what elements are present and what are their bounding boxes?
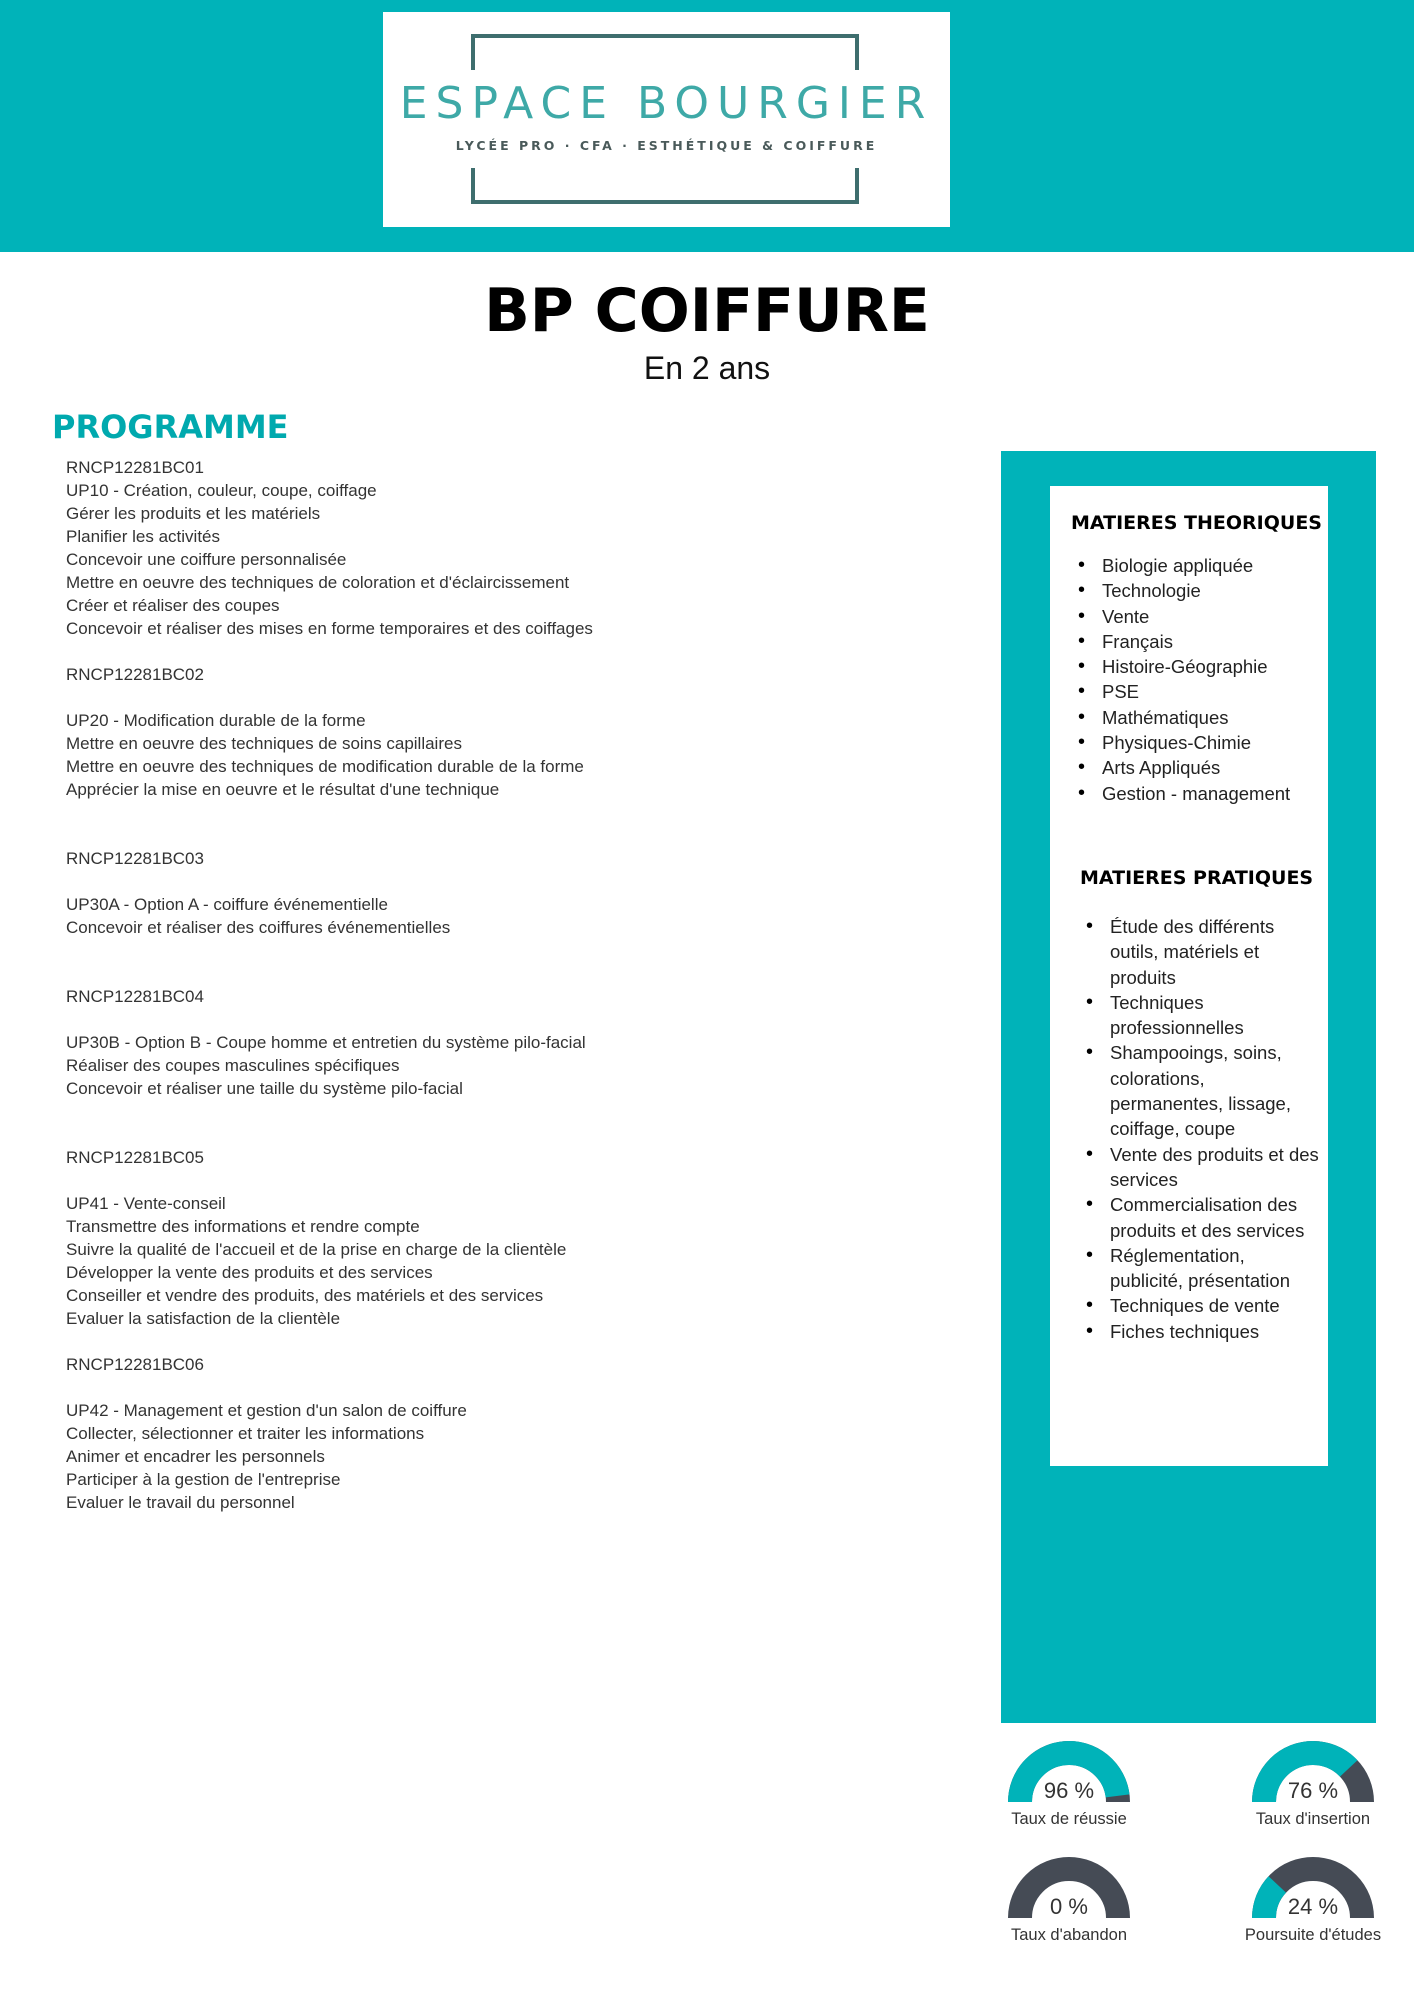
programme-line [66,1123,926,1146]
programme-line: Gérer les produits et les matériels [66,504,321,523]
programme-line: RNCP12281BC02 [66,665,204,684]
programme-line [66,870,926,893]
practical-item: • Techniques de vente [1084,1293,1320,1318]
practical-heading: MATIERES PRATIQUES [1080,867,1314,889]
practical-item: • Vente des produits et des services [1084,1142,1320,1193]
programme-line: UP41 - Vente-conseil [66,1194,226,1213]
programme-line: UP30A - Option A - coiffure événementielle [66,895,388,914]
programme-line [66,640,926,663]
programme-line: UP42 - Management et gestion d'un salon de coiffure [66,1401,467,1420]
programme-line: RNCP12281BC06 [66,1355,204,1374]
logo [383,12,950,227]
practical-item: • Commercialisation des produits et des services [1084,1192,1320,1243]
programme-line: Concevoir et réaliser des coiffures événementielles [66,918,451,937]
stat-dropout-rate [979,1856,1159,1944]
stat-label: Taux d'abandon [1011,1926,1127,1944]
page-title: BP COIFFURE [484,276,930,346]
logo-subtitle: LYCÉE PRO · CFA · ESTHÉTIQUE & COIFFURE [455,138,878,153]
programme-line: Transmettre des informations et rendre compte [66,1217,420,1236]
programme-line: Concevoir et réaliser une taille du système pilo-facial [66,1079,463,1098]
stat-value: 96 % [1043,1778,1095,1803]
programme-line: Apprécier la mise en oeuvre et le résultat d'une technique [66,780,500,799]
theoretical-item: • Mathématiques [1076,705,1316,730]
practical-item: • Réglementation, publicité, présentation [1084,1243,1320,1294]
programme-line: Evaluer le travail du personnel [66,1493,295,1512]
practical-item: • Étude des différents outils, matériels et produits [1084,914,1320,990]
stat-further-studies [1223,1856,1403,1944]
programme-line: Animer et encadrer les personnels [66,1447,325,1466]
programme-line: UP10 - Création, couleur, coupe, coiffage [66,481,377,500]
theoretical-item: • Vente [1076,604,1316,629]
programme-line: RNCP12281BC05 [66,1148,204,1167]
programme-line: Créer et réaliser des coupes [66,596,280,615]
programme-line [66,962,926,985]
theoretical-item: • Physiques-Chimie [1076,730,1316,755]
stat-value: 24 % [1287,1894,1339,1919]
theoretical-item: • Histoire-Géographie [1076,654,1316,679]
stat-value: 0 % [1050,1894,1088,1919]
stat-success-rate [979,1740,1159,1828]
programme-line: Collecter, sélectionner et traiter les informations [66,1424,425,1443]
practical-item: • Shampooings, soins, colorations, permanentes, lissage, coiffage, coupe [1084,1040,1320,1141]
logo-title: ESPACE BOURGIER [399,78,934,129]
programme-line [66,1008,926,1031]
theoretical-item: • PSE [1076,679,1316,704]
programme-line: Mettre en oeuvre des techniques de modification durable de la forme [66,757,584,776]
programme-list [66,456,926,1514]
programme-line [66,686,926,709]
theoretical-item: • Biologie appliquée [1076,553,1316,578]
programme-line: RNCP12281BC01 [66,458,204,477]
logo-frame-top [471,34,859,70]
programme-line: RNCP12281BC03 [66,849,204,868]
stat-label: Poursuite d'études [1244,1926,1382,1944]
theoretical-heading: MATIERES THEORIQUES [1071,512,1322,534]
programme-line: Participer à la gestion de l'entreprise [66,1470,341,1489]
stat-insertion-rate [1223,1740,1403,1828]
programme-line [66,1100,926,1123]
programme-line: RNCP12281BC04 [66,987,204,1006]
programme-line [66,824,926,847]
programme-line: Concevoir et réaliser des mises en forme temporaires et des coiffages [66,619,593,638]
programme-line [66,1330,926,1353]
programme-line [66,1376,926,1399]
programme-line: Concevoir une coiffure personnalisée [66,550,347,569]
practical-list [1084,914,1320,1344]
stat-value: 76 % [1287,1778,1339,1803]
practical-item: • Techniques professionnelles [1084,990,1320,1041]
theoretical-item: • Technologie [1076,578,1316,603]
page-subtitle: En 2 ans [643,350,771,386]
programme-line: Réaliser des coupes masculines spécifiques [66,1056,400,1075]
programme-line [66,939,926,962]
programme-line: Développer la vente des produits et des services [66,1263,433,1282]
programme-line [66,801,926,824]
programme-line: Suivre la qualité de l'accueil et de la prise en charge de la clientèle [66,1240,567,1259]
stat-label: Taux de réussie [1011,1810,1127,1828]
programme-line: UP30B - Option B - Coupe homme et entretien du système pilo-facial [66,1033,586,1052]
stat-label: Taux d'insertion [1255,1810,1371,1828]
theoretical-item: • Gestion - management [1076,781,1316,806]
programme-line: UP20 - Modification durable de la forme [66,711,366,730]
programme-line: Mettre en oeuvre des techniques de soins capillaires [66,734,462,753]
theoretical-item: • Arts Appliqués [1076,755,1316,780]
theoretical-list [1076,553,1316,806]
programme-line: Planifier les activités [66,527,221,546]
theoretical-item: • Français [1076,629,1316,654]
practical-item: • Fiches techniques [1084,1319,1320,1344]
logo-frame-bottom [471,168,859,204]
programme-heading: PROGRAMME [52,408,289,446]
programme-line: Evaluer la satisfaction de la clientèle [66,1309,341,1328]
programme-line: Mettre en oeuvre des techniques de coloration et d'éclaircissement [66,573,570,592]
programme-line [66,1169,926,1192]
programme-line: Conseiller et vendre des produits, des matériels et des services [66,1286,544,1305]
